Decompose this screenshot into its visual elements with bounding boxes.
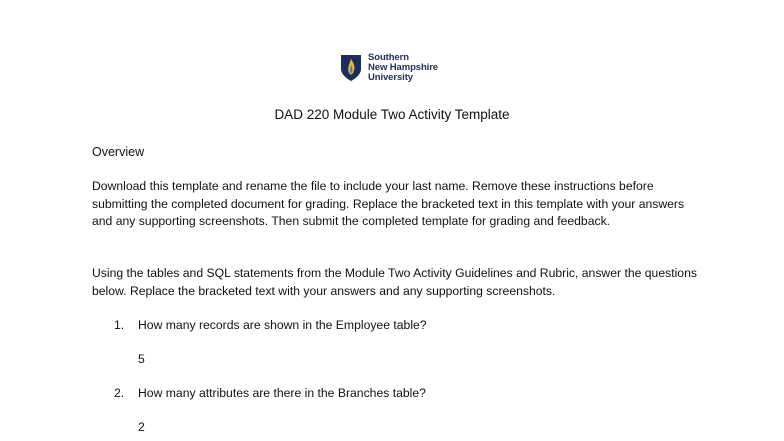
question-text: How many attributes are there in the Branches table?	[138, 386, 426, 400]
question-number: 1.	[114, 318, 125, 332]
document-title: DAD 220 Module Two Activity Template	[274, 107, 510, 122]
question-text: How many records are shown in the Employee table?	[138, 318, 427, 332]
logo-line-2: New Hampshire	[368, 62, 438, 73]
instructions-paragraph: Download this template and rename the file to include your last name. Remove these instructions before submitting the completed document for grading. Replace the bracketed text in this template with your answers and any supporting screenshots. Then submit the completed template for grading and feedback.	[92, 179, 685, 228]
question-number: 2.	[114, 386, 125, 400]
logo-line-3: University	[368, 72, 413, 83]
question-item	[114, 318, 427, 332]
logo-line-1: Southern	[368, 52, 409, 63]
university-logo	[340, 53, 438, 83]
shield-flame-icon	[340, 54, 362, 82]
section-heading: Overview	[92, 145, 145, 159]
answer-text: 2	[138, 420, 145, 434]
questions-intro-paragraph: Using the tables and SQL statements from the Module Two Activity Guidelines and Rubric, answer the questions below. Replace the bracketed text with your answers and any supporting screenshots.	[92, 266, 697, 298]
question-item	[114, 386, 426, 400]
answer-text: 5	[138, 352, 145, 366]
logo-wordmark	[368, 53, 438, 83]
